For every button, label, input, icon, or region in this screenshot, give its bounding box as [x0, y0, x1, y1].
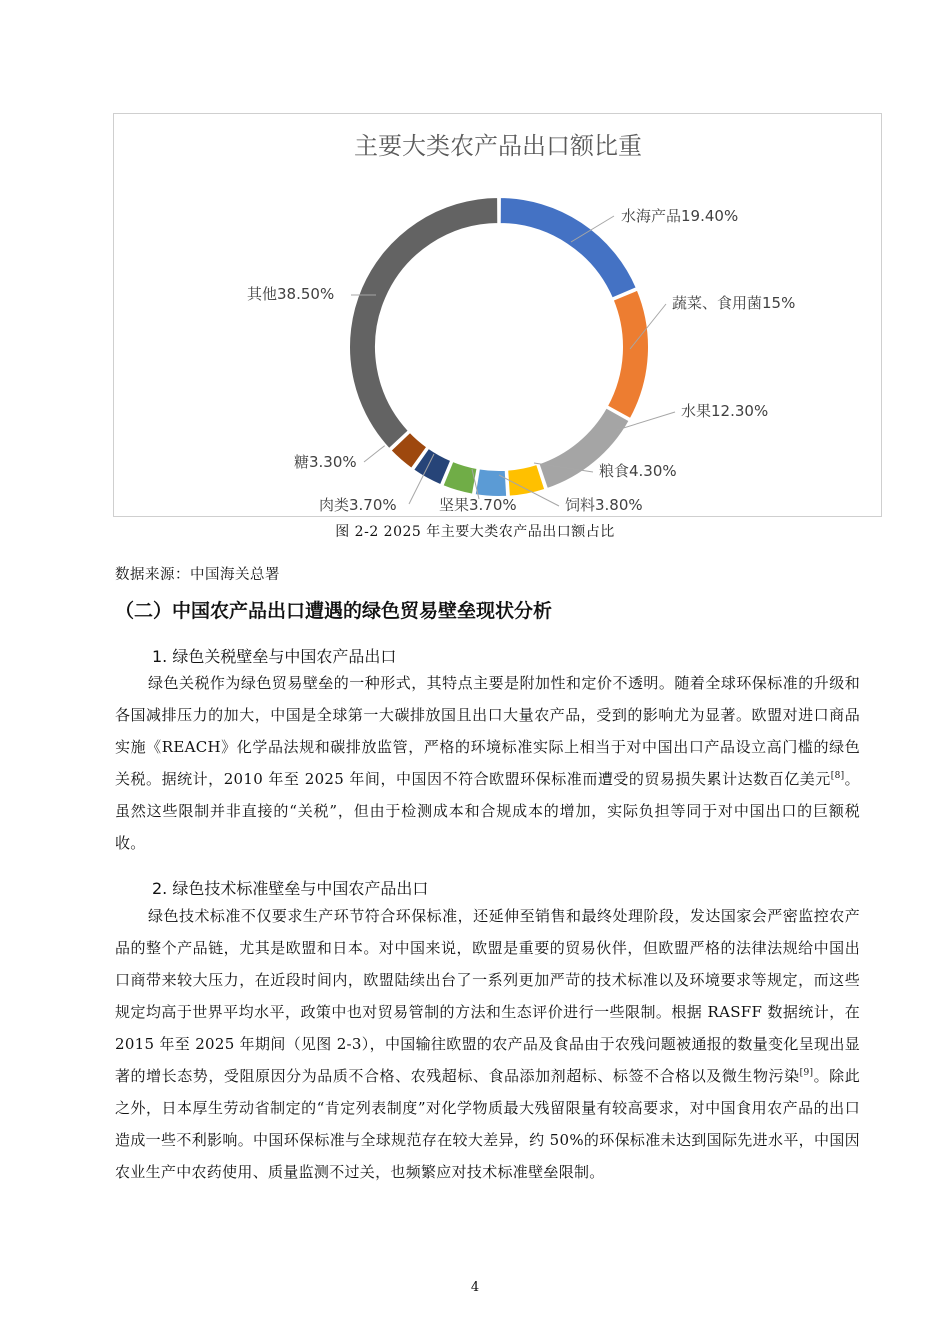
page-number: 4 [470, 1280, 480, 1295]
paragraph-1 [115, 667, 860, 859]
slice-label: 水海产品19.40% [621, 207, 739, 225]
donut-slice [607, 290, 649, 420]
donut-chart [114, 114, 881, 516]
slice-label: 蔬菜、食用菌15% [672, 294, 796, 312]
donut-slice [349, 197, 498, 449]
subsection-heading-1: 1. 绿色关税壁垒与中国农产品出口 [152, 647, 397, 666]
paragraph-2-text-b: 。除此之外，日本厚生劳动省制定的“肯定列表制度”对化学物质最大残留限量有较高要求，对中国食用农产品的出口造成一些不利影响。中国环保标准与全球规范存在较大差异，约 50%的环保标准未达到国际先进水平，中国因农业生产中农药使用、质量监测不过关，也频繁应对技术标准壁垒限制。 [115, 1067, 860, 1181]
slice-label: 粮食4.30% [599, 462, 677, 480]
slice-label: 坚果3.70% [439, 496, 517, 514]
paragraph-1-text-a: 绿色关税作为绿色贸易壁垒的一种形式，其特点主要是附加性和定价不透明。随着全球环保标准的升级和各国减排压力的加大，中国是全球第一大碳排放国且出口大量农产品，受到的影响尤为显著。欧盟对进口商品实施《REACH》化学品法规和碳排放监管，严格的环境标准实际上相当于对中国出口产品设立高门槛的绿色关税。据统计，2010 年至 2025 年间，中国因不符合欧盟环保标准而遭受的贸易损失累计达数百亿美元 [115, 674, 860, 788]
figure-caption: 图 2-2 2025 年主要大类农产品出口额占比 [335, 524, 615, 540]
subsection-heading-2: 2. 绿色技术标准壁垒与中国农产品出口 [152, 879, 429, 898]
slice-label: 其他38.50% [247, 285, 335, 303]
chart-title: 主要大类农产品出口额比重 [354, 132, 642, 160]
slice-label: 饲料3.80% [565, 496, 643, 514]
data-source: 数据来源：中国海关总署 [115, 567, 280, 583]
reference-9: [9] [799, 1068, 814, 1078]
slice-label: 肉类3.70% [319, 496, 397, 514]
paragraph-2 [115, 900, 860, 1188]
paragraph-2-text-a: 绿色技术标准不仅要求生产环节符合环保标准，还延伸至销售和最终处理阶段，发达国家会严密监控农产品的整个产品链，尤其是欧盟和日本。对中国来说，欧盟是重要的贸易伙伴，但欧盟严格的法律法规给中国出口商带来较大压力，在近段时间内，欧盟陆续出台了一系列更加严苛的技术标准以及环境要求等规定，而这些规定均高于世界平均水平，政策中也对贸易管制的方法和生态评价进行一些限制。根据 RASFF 数据统计，在 2015 年至 2025 年期间（见图 2-3），中国输往欧盟的农产品及食品由于农残问题被通报的数量变化呈现出显著的增长态势，受阻原因分为品质不合格、农残超标、食品添加剂超标、标签不合格以及微生物污染 [115, 907, 860, 1085]
slice-label: 水果12.30% [681, 402, 769, 420]
chart-frame [113, 113, 882, 517]
section-heading: （二）中国农产品出口遭遇的绿色贸易壁垒现状分析 [115, 600, 553, 622]
paragraph-1-text-b: 。虽然这些限制并非直接的“关税”，但由于检测成本和合规成本的增加，实际负担等同于对中国出口的巨额税收。 [115, 770, 860, 852]
donut-slice [475, 468, 508, 497]
reference-8: [8] [830, 771, 845, 781]
donut-slice [507, 464, 545, 497]
donut-slice [500, 197, 637, 299]
slice-label: 糖3.30% [294, 453, 357, 471]
